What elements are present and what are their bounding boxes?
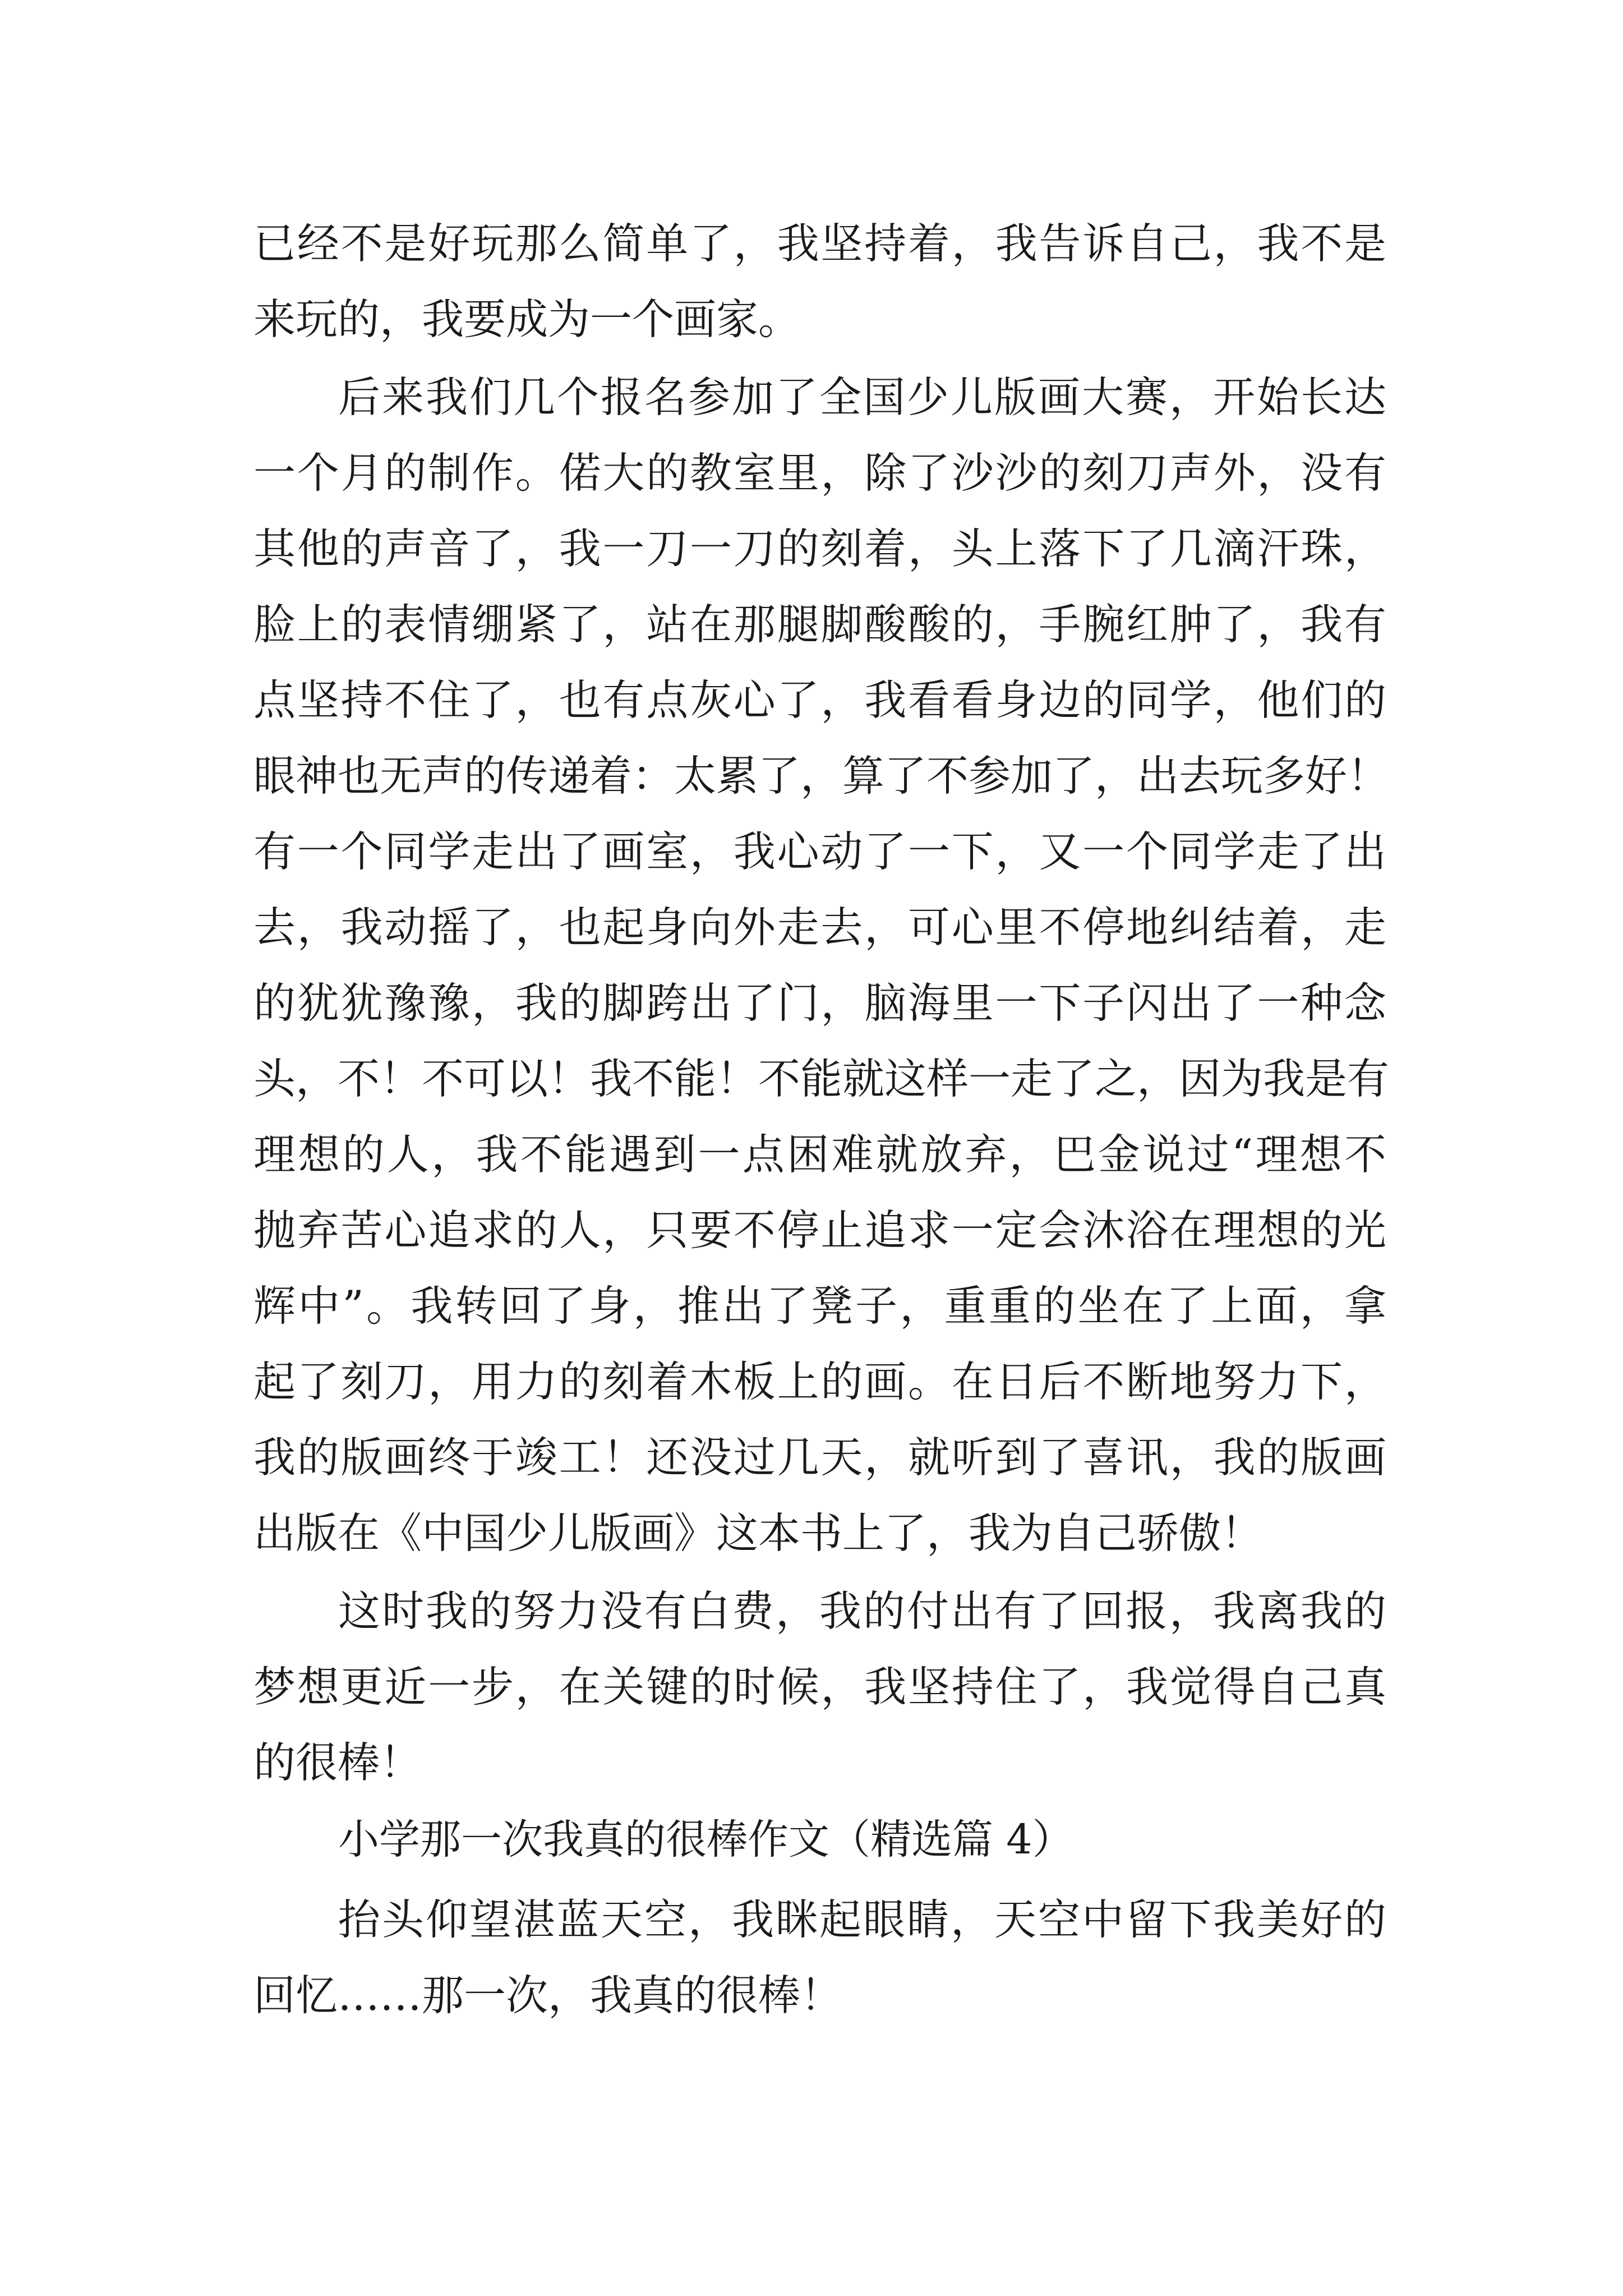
paragraph-4-line-1: 抬头仰望湛蓝天空，我眯起眼睛，天空中留下我美好的 [338, 1895, 1386, 1944]
paragraph-4-line-2: 回忆……那一次，我真的很棒！ [253, 1971, 843, 2020]
paragraph-3-line-1: 这时我的努力没有白费，我的付出有了回报，我离我的 [338, 1586, 1386, 1636]
paragraph-2-line-4: 脸上的表情绷紧了，站在那腿脚酸酸的，手腕红肿了，我有 [253, 600, 1386, 649]
paragraph-2-line-5: 点坚持不住了，也有点灰心了，我看看身边的同学，他们的 [253, 675, 1386, 725]
paragraph-2-line-1: 后来我们几个报名参加了全国少儿版画大赛，开始长达 [338, 372, 1386, 422]
paragraph-1-line-2: 来玩的，我要成为一个画家。 [253, 295, 801, 344]
paragraph-2-line-12: 抛弃苦心追求的人，只要不停止追求一定会沐浴在理想的光 [253, 1205, 1386, 1255]
paragraph-2-line-11: 理想的人，我不能遇到一点困难就放弃，巴金说过“理想不 [253, 1130, 1386, 1179]
paragraph-2-line-6: 眼神也无声的传递着：太累了，算了不参加了，出去玩多好！ [253, 751, 1390, 800]
paragraph-2-line-13: 辉中”。我转回了身，推出了凳子，重重的坐在了上面，拿 [253, 1281, 1386, 1331]
paragraph-3-line-2: 梦想更近一步，在关键的时候，我坚持住了，我觉得自己真 [253, 1662, 1386, 1711]
paragraph-2-line-14: 起了刻刀，用力的刻着木板上的画。在日后不断地努力下， [253, 1357, 1386, 1406]
paragraph-2-line-2: 一个月的制作。偌大的教室里，除了沙沙的刻刀声外，没有 [253, 448, 1386, 498]
paragraph-2-line-7: 有一个同学走出了画室，我心动了一下，又一个同学走了出 [253, 827, 1386, 876]
paragraph-2-line-3: 其他的声音了，我一刀一刀的刻着，头上落下了几滴汗珠， [253, 524, 1386, 573]
section-heading: 小学那一次我真的很棒作文（精选篇 4） [338, 1816, 1073, 1864]
paragraph-1-line-1: 已经不是好玩那么简单了，我坚持着，我告诉自己，我不是 [253, 219, 1386, 268]
paragraph-3-line-3: 的很棒！ [253, 1738, 422, 1787]
paragraph-2-line-16: 出版在《中国少儿版画》这本书上了，我为自己骄傲！ [253, 1508, 1264, 1558]
paragraph-2-line-10: 头，不！不可以！我不能！不能就这样一走了之，因为我是有 [253, 1054, 1390, 1103]
paragraph-2-line-9: 的犹犹豫豫，我的脚跨出了门，脑海里一下子闪出了一种念 [253, 978, 1386, 1028]
paragraph-2-line-15: 我的版画终于竣工！还没过几天，就听到了喜讯，我的版画 [253, 1433, 1386, 1482]
paragraph-2-line-8: 去，我动摇了，也起身向外走去，可心里不停地纠结着，走 [253, 903, 1386, 952]
